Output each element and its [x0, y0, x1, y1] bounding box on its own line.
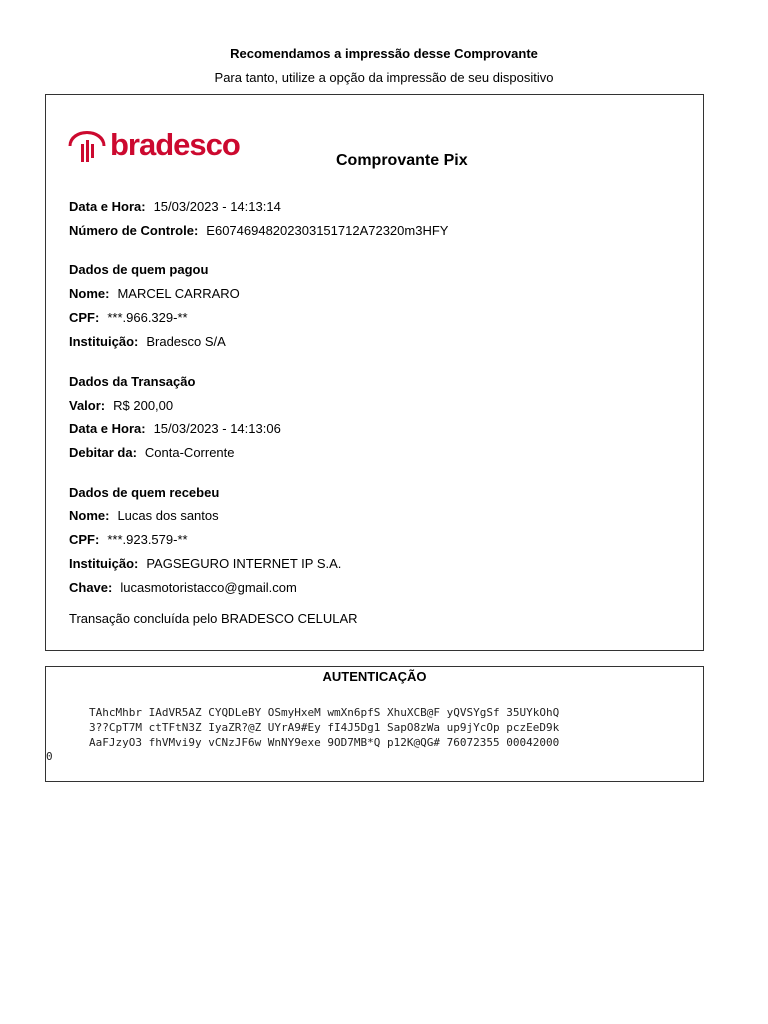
payer-name-row: [69, 286, 240, 301]
payee-name-label: Nome:: [69, 508, 110, 523]
brand-name: bradesco: [110, 126, 240, 162]
debit-account-label: Debitar da:: [69, 445, 137, 460]
receipt-title: Comprovante Pix: [336, 152, 468, 169]
pix-key-value: lucasmotoristacco@gmail.com: [120, 580, 297, 595]
payee-cpf-label: CPF:: [69, 532, 100, 547]
completion-note: Transação concluída pelo BRADESCO CELULAR: [69, 611, 358, 626]
print-instruction-text: Para tanto, utilize a opção da impressão de seu dispositivo: [214, 70, 554, 85]
authentication-code: [89, 705, 559, 750]
payer-cpf-row: [69, 310, 188, 325]
authentication-title: AUTENTICAÇÃO: [322, 669, 427, 684]
debit-account-value: Conta-Corrente: [144, 445, 235, 460]
authentication-line-1: TAhcMhbr IAdVR5AZ CYQDLeBY OSmyHxeM wmXn6pfS XhuXCB@F yQVSYgSf 35UYkOhQ: [89, 706, 560, 719]
datetime-row: [69, 199, 281, 214]
payee-institution-label: Instituição:: [69, 556, 139, 571]
bradesco-logo: [68, 121, 240, 167]
payee-name-value: Lucas dos santos: [117, 508, 219, 523]
control-number-row: [69, 223, 448, 238]
transaction-value-label: Valor:: [69, 398, 106, 413]
payer-institution-row: [69, 334, 226, 349]
transaction-value-row: [69, 398, 173, 413]
authentication-tail: 0: [46, 750, 53, 763]
transaction-section-heading: Dados da Transação: [69, 374, 196, 389]
print-recommendation-title: Recomendamos a impressão desse Comprovante: [230, 46, 538, 61]
payer-name-label: Nome:: [69, 286, 110, 301]
payer-cpf-label: CPF:: [69, 310, 100, 325]
pix-receipt-box: [45, 94, 704, 651]
payee-institution-row: [69, 556, 341, 571]
datetime-value: 15/03/2023 - 14:13:14: [153, 199, 281, 214]
pix-key-label: Chave:: [69, 580, 113, 595]
payer-institution-value: Bradesco S/A: [146, 334, 226, 349]
payee-name-row: [69, 508, 219, 523]
payee-section-heading: Dados de quem recebeu: [69, 485, 220, 500]
payer-cpf-value: ***.966.329-**: [107, 310, 188, 325]
authentication-box: [45, 666, 704, 782]
control-number-label: Número de Controle:: [69, 223, 199, 238]
transaction-datetime-row: [69, 421, 281, 436]
transaction-datetime-label: Data e Hora:: [69, 421, 146, 436]
payee-cpf-value: ***.923.579-**: [107, 532, 188, 547]
payer-section-heading: Dados de quem pagou: [69, 262, 209, 277]
authentication-line-2: 3??CpT7M ctTFtN3Z IyaZR?@Z UYrA9#Ey fI4J5Dg1 SapO8zWa up9jYcOp pczEeD9k: [89, 721, 560, 734]
bradesco-tree-logo-icon: [68, 124, 106, 164]
transaction-value-amount: R$ 200,00: [113, 398, 174, 413]
payer-institution-label: Instituição:: [69, 334, 139, 349]
debit-account-row: [69, 445, 235, 460]
authentication-line-3: AaFJzyO3 fhVMvi9y vCNzJF6w WnNY9exe 9OD7MB*Q p12K@QG# 76072355 00042000: [89, 736, 560, 749]
payer-name-value: MARCEL CARRARO: [117, 286, 240, 301]
transaction-datetime-value: 15/03/2023 - 14:13:06: [153, 421, 281, 436]
control-number-value: E60746948202303151712A72320m3HFY: [206, 223, 449, 238]
payee-institution-value: PAGSEGURO INTERNET IP S.A.: [146, 556, 342, 571]
pix-key-row: [69, 580, 297, 595]
datetime-label: Data e Hora:: [69, 199, 146, 214]
payee-cpf-row: [69, 532, 188, 547]
